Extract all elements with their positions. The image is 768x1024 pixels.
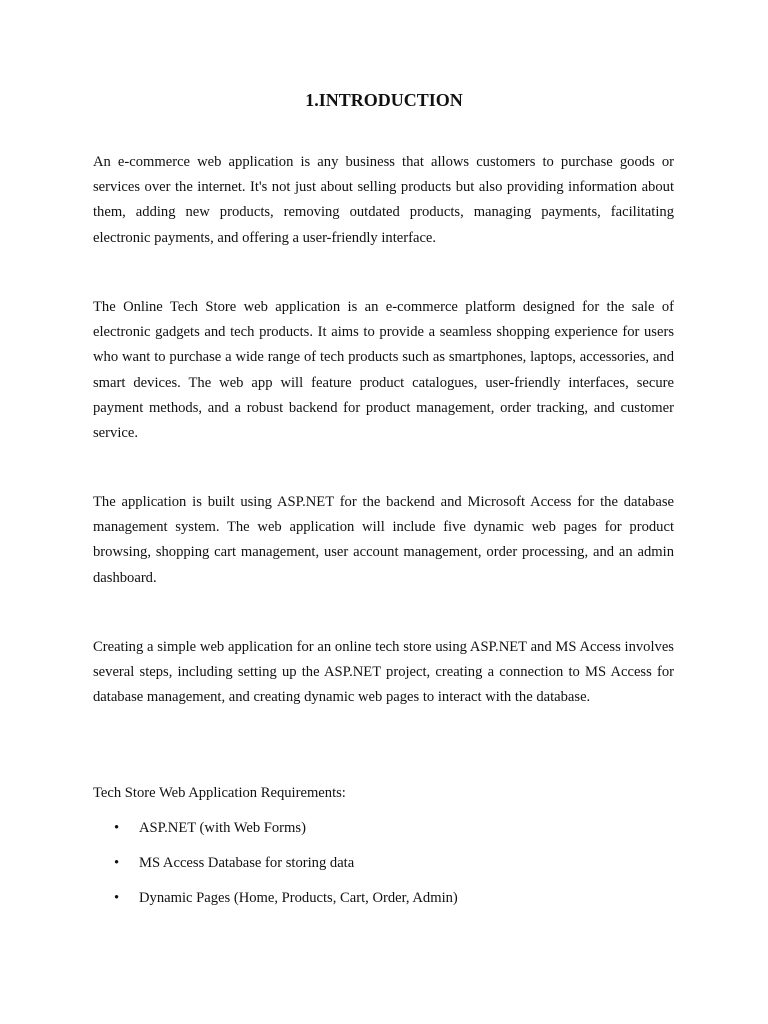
list-item-text: MS Access Database for storing data <box>139 855 355 871</box>
list-item <box>93 886 674 921</box>
intro-paragraph-4: Creating a simple web application for an online tech store using ASP.NET and MS Access involves several steps, including setting up the ASP.NET project, creating a connection to MS Access for database management, and creating dynamic web pages to interact with the database. <box>93 639 674 706</box>
list-item-text: Dynamic Pages (Home, Products, Cart, Order, Admin) <box>139 890 458 906</box>
page-title: 1.INTRODUCTION <box>305 90 463 110</box>
list-item-text: ASP.NET (with Web Forms) <box>139 820 306 836</box>
intro-paragraph-1: An e-commerce web application is any business that allows customers to purchase goods or services over the internet. It's not just about selling products but also providing information about them, adding new products, removing outdated products, managing payments, facilitating electronic payments, and offering a user-friendly interface. <box>93 154 674 246</box>
bullet-icon: • <box>114 890 120 906</box>
bullet-icon: • <box>114 855 120 871</box>
list-item <box>93 851 674 886</box>
bullet-icon: • <box>114 820 120 836</box>
requirements-list <box>93 816 674 921</box>
intro-paragraph-2: The Online Tech Store web application is an e-commerce platform designed for the sale of electronic gadgets and tech products. It aims to provide a seamless shopping experience for users who want to purchase a wide range of tech products such as smartphones, laptops, accessories, and smart devices. The web app will feature product catalogues, user-friendly interfaces, secure payment methods, and a robust backend for product management, order tracking, and customer service. <box>93 299 674 442</box>
list-item <box>93 816 674 851</box>
requirements-heading: Tech Store Web Application Requirements: <box>93 785 346 801</box>
intro-paragraph-3: The application is built using ASP.NET for the backend and Microsoft Access for the database management system. The web application will include five dynamic web pages for product browsing, shopping cart management, user account management, order processing, and an admin dashboard. <box>93 494 674 586</box>
